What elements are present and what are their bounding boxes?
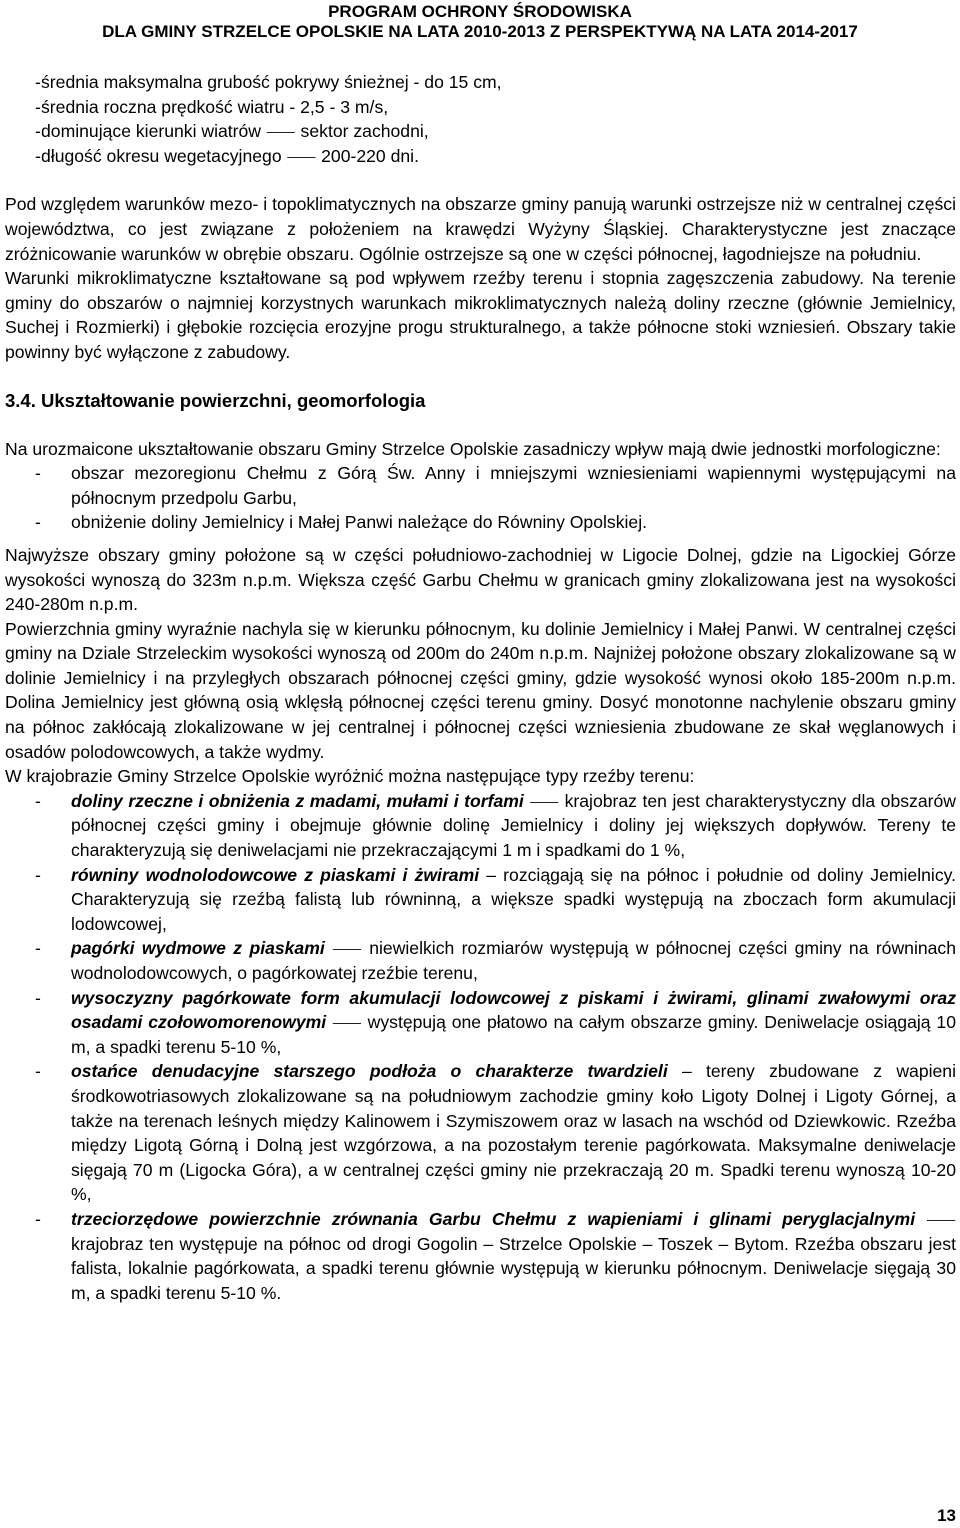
document-body (5, 70, 956, 1305)
dash-marker: - (35, 463, 41, 484)
list-item-text: obszar mezoregionu Chełmu z Górą Św. Anny i mniejszymi wzniesieniami wapiennymi występującymi na północnym przedpolu Garbu, (71, 463, 956, 508)
paragraph: Pod względem warunków mezo- i topoklimatycznych na obszarze gminy panują warunki ostrzejsze niż w centralnej części województwa, co jest związane z położeniem na krawędzi Wyżyny Śląskiej. Charakterystyczne jest znaczące zróżnicowanie warunków w obrębie obszaru. Ogólnie ostrzejsze są one w części północnej, łagodniejsze na południu. (5, 194, 956, 264)
list-item (5, 461, 956, 510)
dash-marker: - (35, 512, 41, 533)
dash-marker: - (35, 96, 41, 117)
section-number: 3.4. (5, 389, 36, 411)
relief-description: – tereny zbudowane z wapieni środkowotriasowych zlokalizowane są na południowym zachodzie gminy koło Ligoty Dolnej i Ligoty Górnej, a także na terenach leśnych między Kalinowem i Szymiszowem oraz w lasach na wschód od Dziewkowic. Rzeźba między Ligotą Górną i Dolną jest wzgórzowa, a na pozostałym terenie pagórkowata. Maksymalne deniwelacje sięgają 70 m (Ligocka Góra), a w centralnej części gminy nie przekraczają 20 m. Spadki terenu wynoszą 10-20 %, (71, 1061, 956, 1205)
list-item (5, 1207, 956, 1305)
relief-description: ⸺ występują one płatowo na całym obszarze gminy. Deniwelacje osiągają 10 m, a spadki terenu 5-10 %, (71, 1012, 956, 1057)
list-item (5, 936, 956, 985)
relief-description: – rozciągają się na północ i południe od doliny Jemielnicy. Charakteryzują się rzeźbą falistą lub równinną, a większe spadki występują na zboczach form akumulacji lodowcowej, (71, 864, 956, 934)
dash-marker: - (35, 121, 41, 142)
list-item (5, 1059, 956, 1207)
paragraph: Na urozmaicone ukształtowanie obszaru Gminy Strzelce Opolskie zasadniczy wpływ mają dwie jednostki morfologiczne: (5, 438, 941, 459)
paragraph: Powierzchnia gminy wyraźnie nachyla się w kierunku północnym, ku dolinie Jemielnicy i Małej Panwi. W centralnej części gminy na Dziale Strzeleckim wysokości wynoszą od 200m do 240m n.p.m. Najniżej położone obszary zlokalizowane są w dolinie Jemielnicy i na przyległych obszarach północnej części gminy, gdzie wysokość wynosi około 185-200m n.p.m. Dolina Jemielnicy jest główną osią wklęsłą północnej części terenu gminy. Dosyć monotonne nachylenie obszaru gminy na północ zakłócają zlokalizowane w jej centralnej i północnej części wzniesienia zbudowane ze skał węglanowych i osadów polodowcowych, a także wydmy. (5, 618, 956, 762)
list-item-text: średnia roczna prędkość wiatru - 2,5 - 3 m/s, (41, 96, 389, 117)
list-item (5, 986, 956, 1060)
dash-marker: - (35, 864, 41, 885)
list-item-text: obniżenie doliny Jemielnicy i Małej Panwi należące do Równiny Opolskiej. (71, 512, 647, 533)
list-item (5, 144, 956, 169)
morphology-list (5, 461, 956, 535)
list-item-text: średnia maksymalna grubość pokrywy śnieżnej - do 15 cm, (41, 72, 502, 92)
climate-list (5, 70, 956, 168)
list-item (5, 510, 956, 535)
paragraph: W krajobrazie Gminy Strzelce Opolskie wyróżnić można następujące typy rzeźby terenu: (5, 766, 695, 787)
dash-marker: - (35, 790, 41, 811)
list-item (5, 70, 956, 95)
relief-term: wysoczyzny pagórkowate form akumulacji lodowcowej z piskami i żwirami, glinami zwałowymi oraz osadami czołowomorenowymi (71, 987, 956, 1033)
list-item (5, 863, 956, 937)
list-item (5, 119, 956, 144)
dash-marker: - (35, 938, 41, 959)
section-heading (5, 389, 956, 413)
relief-term: doliny rzeczne i obniżenia z madami, mułami i torfami (71, 790, 524, 811)
paragraph: Najwyższe obszary gminy położone są w części południowo-zachodniej w Ligocie Dolnej, gdzie na Ligockiej Górze wysokości wynoszą do 323m n.p.m. Większa część Garbu Chełmu w granicach gminy zlokalizowana jest na wysokości 240-280m n.p.m. (5, 544, 956, 615)
dash-marker: - (35, 987, 41, 1008)
dash-marker: - (35, 145, 41, 166)
section-title: Ukształtowanie powierzchni, geomorfologia (41, 389, 426, 411)
page-number: 13 (937, 1506, 956, 1525)
relief-term: równiny wodnolodowcowe z piaskami i żwirami (71, 864, 480, 885)
dash-marker: - (35, 1061, 41, 1082)
relief-term: pagórki wydmowe z piaskami (71, 938, 325, 959)
relief-description: ⸺ krajobraz ten jest charakterystyczny dla obszarów północnej części gminy i obejmuje głównie dolinę Jemielnicy i doliny jej większych dopływów. Tereny te charakteryzują się deniwelacjami nie przekraczającymi 1 m i spadkami do 1 %, (71, 790, 956, 861)
list-item (5, 789, 956, 863)
dash-marker: - (35, 1208, 41, 1229)
relief-term: trzeciorzędowe powierzchnie zrównania Garbu Chełmu z wapieniami i glinami peryglacjalnymi (71, 1208, 916, 1229)
header-subtitle: DLA GMINY STRZELCE OPOLSKIE NA LATA 2010-2013 Z PERSPEKTYWĄ NA LATA 2014-2017 (102, 22, 858, 41)
list-item-text: długość okresu wegetacyjnego ⸺ 200-220 dni. (41, 145, 419, 166)
list-item-text: dominujące kierunki wiatrów ⸺ sektor zachodni, (41, 121, 429, 142)
dash-marker: - (35, 72, 41, 92)
header-title: PROGRAM OCHRONY ŚRODOWISKA (328, 2, 632, 21)
relief-list (5, 789, 956, 1305)
list-item (5, 95, 956, 120)
paragraph: Warunki mikroklimatyczne kształtowane są pod wpływem rzeźby terenu i stopnia zagęszczenia zabudowy. Na terenie gminy do obszarów o najmniej korzystnych warunkach mikroklimatycznych należą doliny rzeczne (głównie Jemielnicy, Suchej i Rozmierki) i głębokie rozcięcia erozyjne progu strukturalnego, a także północne stoki wzniesień. Obszary takie powinny być wyłączone z zabudowy. (5, 268, 956, 362)
relief-description: ⸺ krajobraz ten występuje na północ od drogi Gogolin – Strzelce Opolskie – Toszek – Bytom. Rzeźba obszaru jest falista, lokalnie pagórkowata, a spadki terenu głównie występują w kierunku północnym. Deniwelacje sięgają 30 m, a spadki terenu 5-10 %. (71, 1208, 956, 1303)
relief-term: ostańce denudacyjne starszego podłoża o charakterze twardzieli (71, 1061, 668, 1082)
relief-description: ⸺ niewielkich rozmiarów występują w północnej części gminy na równinach wodnolodowcowych, o pagórkowatej rzeźbie terenu, (71, 938, 957, 983)
